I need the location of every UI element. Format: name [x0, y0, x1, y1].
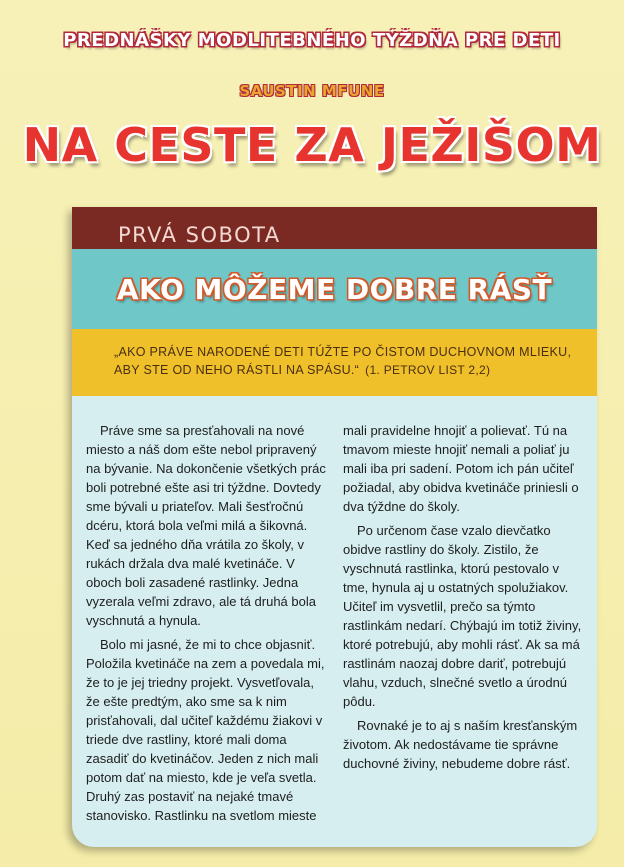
- article-title: NA CESTE ZA JEŽIŠOM: [22, 118, 602, 172]
- memory-verse: [114, 343, 574, 379]
- body-paragraph: Rovnaké je to aj s naším kresťanským životom. Ak nedostávame tie správne duchovné živiny, nebudeme dobre rásť.: [343, 718, 578, 771]
- body-paragraph: Práve sme sa presťahovali na nové miesto a náš dom ešte nebol pripravený na bývanie. Na dokončenie všetkých prác boli potrebné ešte asi tri týždne. Dovtedy sme bývali u priateľov. Mali šesťročnú dcéru, ktorá bola veľmi milá a šikovná. Keď sa jedného dňa vrátila zo školy, v rukách držala dva malé kvetináče. V oboch boli zasadené rastlinky. Jedna vyzerala veľmi zdravo, ale tá druhá bola vyschnutá a hynula.: [86, 423, 326, 628]
- memory-verse-reference: (1. PETROV LIST 2,2): [365, 363, 491, 377]
- lesson-card: [72, 207, 597, 847]
- author-name: SAUSTIN MFUNE: [239, 82, 385, 100]
- lesson-title: AKO MÔŽEME DOBRE RÁSŤ: [116, 273, 553, 306]
- article-body: [86, 421, 586, 833]
- body-paragraph: Bolo mi jasné, že mi to chce objasniť. Položila kvetináče na zem a povedala mi, že to je jej triedny projekt. Vysvetľovala, že ešte predtým, ako sme sa k nim prisťahovali, dal učiteľ každému žiakovi v triede dve rastliny, ktoré mali doma zasadiť do kvetináčov. Jeden z nich mali potom dať na miesto, kde je veľa svetla. Druhý zas postaviť na nejaké tmavé stanovisko. Rastlinku na svetlom mieste mali pravidelne hnojiť a polievať. Tú na tmavom mieste hnojiť nemali a poliať ju mali iba pri sadení. Potom ich pán učiteľ požiadal, aby obidva kvetináče priniesli o dva týždne do školy.: [86, 423, 579, 823]
- body-paragraph: Po určenom čase vzalo dievčatko obidve rastliny do školy. Zistilo, že vyschnutá rastlinka, ktorú pestovalo v tme, hynula aj u ostatných spolužiakov. Učiteľ im vysvetlil, prečo sa týmto rastlinkám nedarí. Chýbajú im totiž živiny, ktoré potrebujú, aby mohli rásť. Ak sa má rastlinám naozaj dobre dariť, potrebujú vlahu, vzduch, slnečné svetlo a úrodnú pôdu.: [343, 523, 582, 709]
- memory-verse-text: „AKO PRÁVE NARODENÉ DETI TÚŽTE PO ČISTOM DUCHOVNOM MLIEKU, ABY STE OD NEHO RÁSTLI NA SPÁSU.“: [114, 345, 572, 377]
- series-supertitle: PREDNÁŠKY MODLITEBNÉHO TÝŽDŇA PRE DETI: [63, 30, 561, 51]
- lesson-day-label: PRVÁ SOBOTA: [118, 223, 281, 247]
